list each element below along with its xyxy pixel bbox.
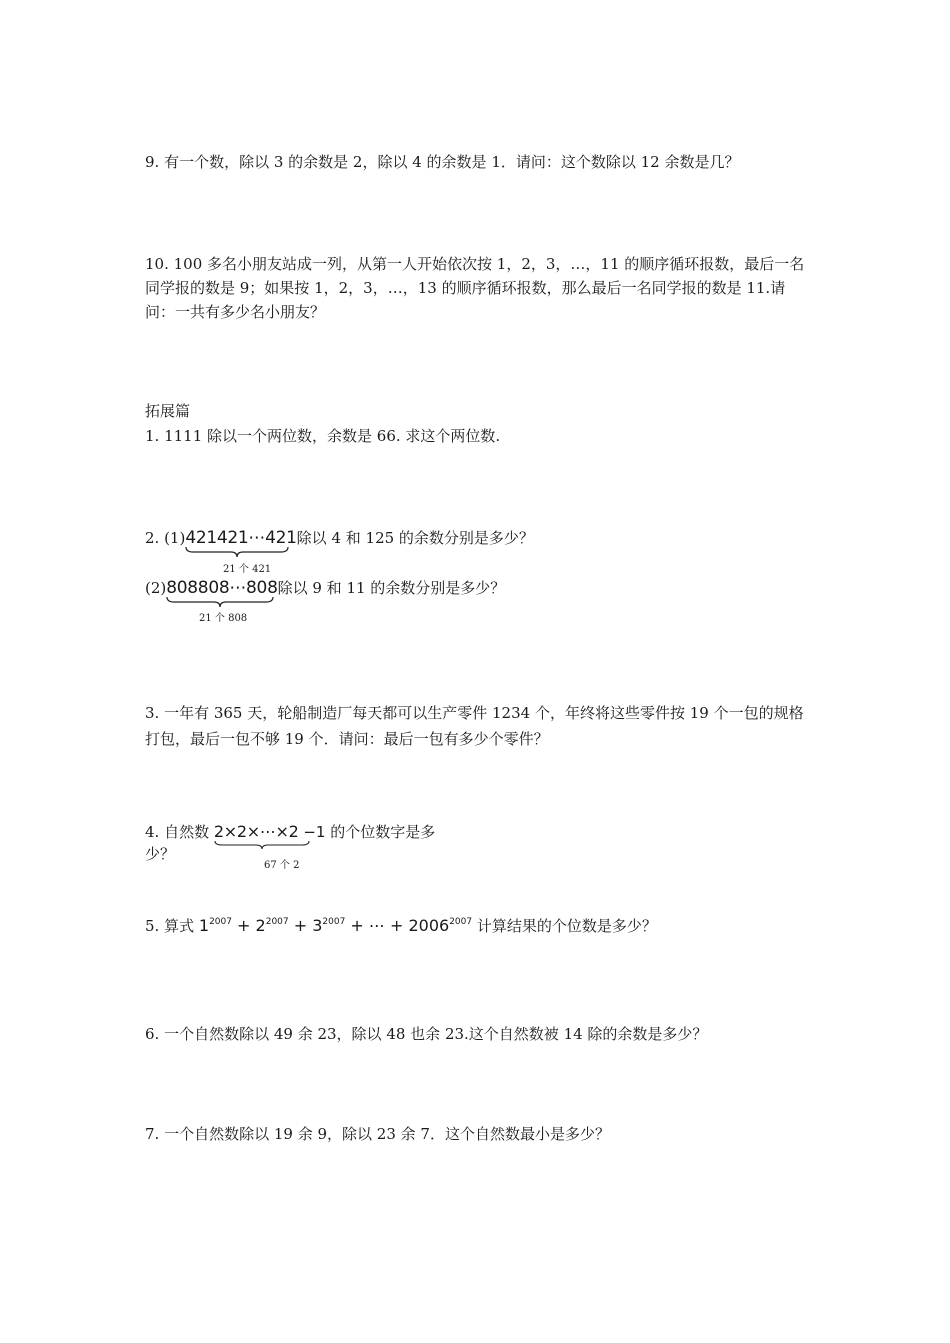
extension-4-prefix: 4. 自然数 [145, 823, 210, 841]
exponent-last: 2007 [449, 917, 473, 927]
repeated-number-808 [166, 577, 277, 599]
extension-3: 3. 一年有 365 天，轮船制造厂每天都可以生产零件 1234 个，年终将这些零件按 19 个一包的规格打包，最后一包不够 19 个．请问：最后一包有多少个零件？ [145, 704, 804, 748]
term-2: 2 [255, 916, 266, 935]
exponent-1: 2007 [209, 917, 232, 927]
extension-7: 7. 一个自然数除以 19 余 9，除以 23 余 7．这个自然数最小是多少？ [145, 1125, 610, 1143]
extension-5 [145, 911, 657, 937]
extension-2a [145, 527, 534, 549]
power-sum-expression: $1^{2007} + 2^{2007} + 3^{2007}$ + ⋯ + $2006^{2007}$ [198, 916, 473, 935]
extension-6: 6. 一个自然数除以 49 余 23，除以 48 也余 23.这个自然数被 14 除的余数是多少？ [145, 1025, 708, 1043]
repeated-number-808-text: 808808⋯808 [166, 578, 278, 598]
extension-5-suffix: 计算结果的个位数是多少？ [476, 917, 657, 935]
section-title: 拓展篇 [145, 402, 191, 420]
question-10: 10. 100 多名小朋友站成一列，从第一人开始依次按 1，2，3，…，11 的顺序循环报数，最后一名同学报的数是 9；如果按 1，2，3，…，13 的顺序循环报数，那么最后一名同学报的数是 11.请问：一共有多少名小朋友？ [145, 255, 805, 321]
extension-4-tail: −1 的个位数字是多 [303, 823, 436, 841]
underbrace-icon [214, 840, 310, 850]
term-1: 1 [198, 916, 210, 935]
exponent-3: 2007 [322, 917, 346, 927]
product-expression [214, 821, 299, 843]
product-expression-text: 2×2×⋯×2 [213, 822, 299, 841]
term-3: 3 [312, 916, 323, 935]
underbrace-icon [166, 596, 274, 608]
extension-2b-prefix: (2) [145, 579, 167, 597]
extension-4-line2: 少？ [145, 845, 176, 863]
extension-2a-prefix: 2. (1) [145, 529, 186, 547]
extension-2b-suffix: 除以 9 和 11 的余数分别是多少？ [277, 579, 506, 597]
repeated-number-421-text: 421421⋯421 [185, 528, 297, 548]
extension-1: 1. 1111 除以一个两位数，余数是 66. 求这个两位数. [145, 427, 501, 445]
exponent-2: 2007 [265, 917, 289, 927]
extension-2a-suffix: 除以 4 和 125 的余数分别是多少？ [296, 529, 534, 547]
underbrace-icon [185, 546, 289, 558]
term-last: 2006 [408, 916, 450, 935]
extension-2b [145, 577, 505, 599]
question-9: 9. 有一个数，除以 3 的余数是 2，除以 4 的余数是 1．请问：这个数除以 12 余数是几？ [145, 153, 740, 171]
brace-label-67: 67 个 2 [264, 860, 300, 871]
brace-label-421: 21 个 421 [223, 564, 272, 575]
extension-4 [145, 821, 435, 843]
repeated-number-421 [185, 527, 296, 549]
brace-label-808: 21 个 808 [199, 613, 248, 624]
extension-5-prefix: 5. 算式 [145, 917, 195, 935]
